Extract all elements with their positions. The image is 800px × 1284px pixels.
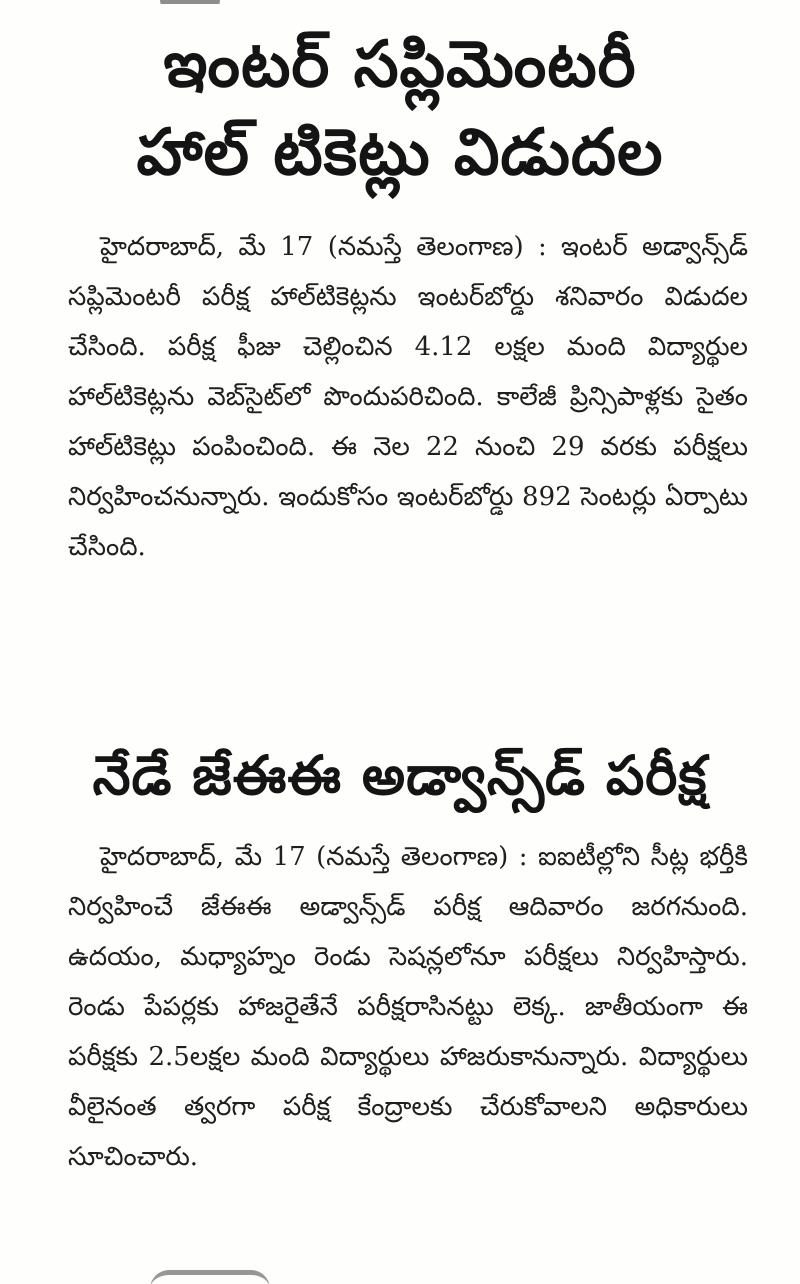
- cropped-text-fragment-bottom: [150, 1270, 270, 1284]
- article-2-body: హైదరాబాద్, మే 17 (నమస్తే తెలంగాణ) : ఐఐటీల్లోని సీట్ల భర్తీకి నిర్వహించే జేఈఈ అడ్వాన్స్‌డ్ పరీక్ష ఆదివారం జరగనుంది. ఉదయం, మధ్యాహ్నం రెండు సెషన్లలోనూ పరీక్షలు నిర్వహిస్తారు. రెండు పేపర్లకు హాజరైతేనే పరీక్షరాసినట్టు లెక్క. జాతీయంగా ఈ పరీక్షకు 2.5లక్షల మంది విద్యార్థులు హాజరుకానున్నారు. విద్యార్థులు వీలైనంత త్వరగా పరీక్ష కేంద్రాలకు చేరుకోవాలని అధికారులు సూచించారు.: [68, 842, 748, 1172]
- headline-jee-advanced: నేడే జేఈఈ అడ్వాన్స్‌డ్ పరీక్ష: [92, 744, 708, 807]
- cropped-text-fragment-top: [160, 0, 220, 14]
- headline-line-1: ఇంటర్ సప్లిమెంటరీ: [163, 28, 637, 102]
- headline-line-2: హాల్ టికెట్లు విడుదల: [136, 116, 664, 190]
- article-inter-supplementary: [68, 222, 748, 710]
- article-1-body: హైదరాబాద్, మే 17 (నమస్తే తెలంగాణ) : ఇంటర్ అడ్వాన్స్‌డ్ సప్లిమెంటరీ పరీక్ష హాల్‌టికెట్లను ఇంటర్‌బోర్డు శనివారం విడుదల చేసింది. పరీక్ష ఫీజు చెల్లించిన 4.12 లక్షల మంది విద్యార్థుల హాల్‌టికెట్లను వెబ్‌సైట్‌లో పొందుపరిచింది. కాలేజీ ప్రిన్సిపాళ్లకు సైతం హాల్‌టికెట్లు పంపించింది. ఈ నెల 22 నుంచి 29 వరకు పరీక్షలు నిర్వహించనున్నారు. ఇందుకోసం ఇంటర్‌బోర్డు 892 సెంటర్లు ఏర్పాటు చేసింది.: [68, 232, 748, 562]
- article-jee-advanced: [68, 832, 748, 1262]
